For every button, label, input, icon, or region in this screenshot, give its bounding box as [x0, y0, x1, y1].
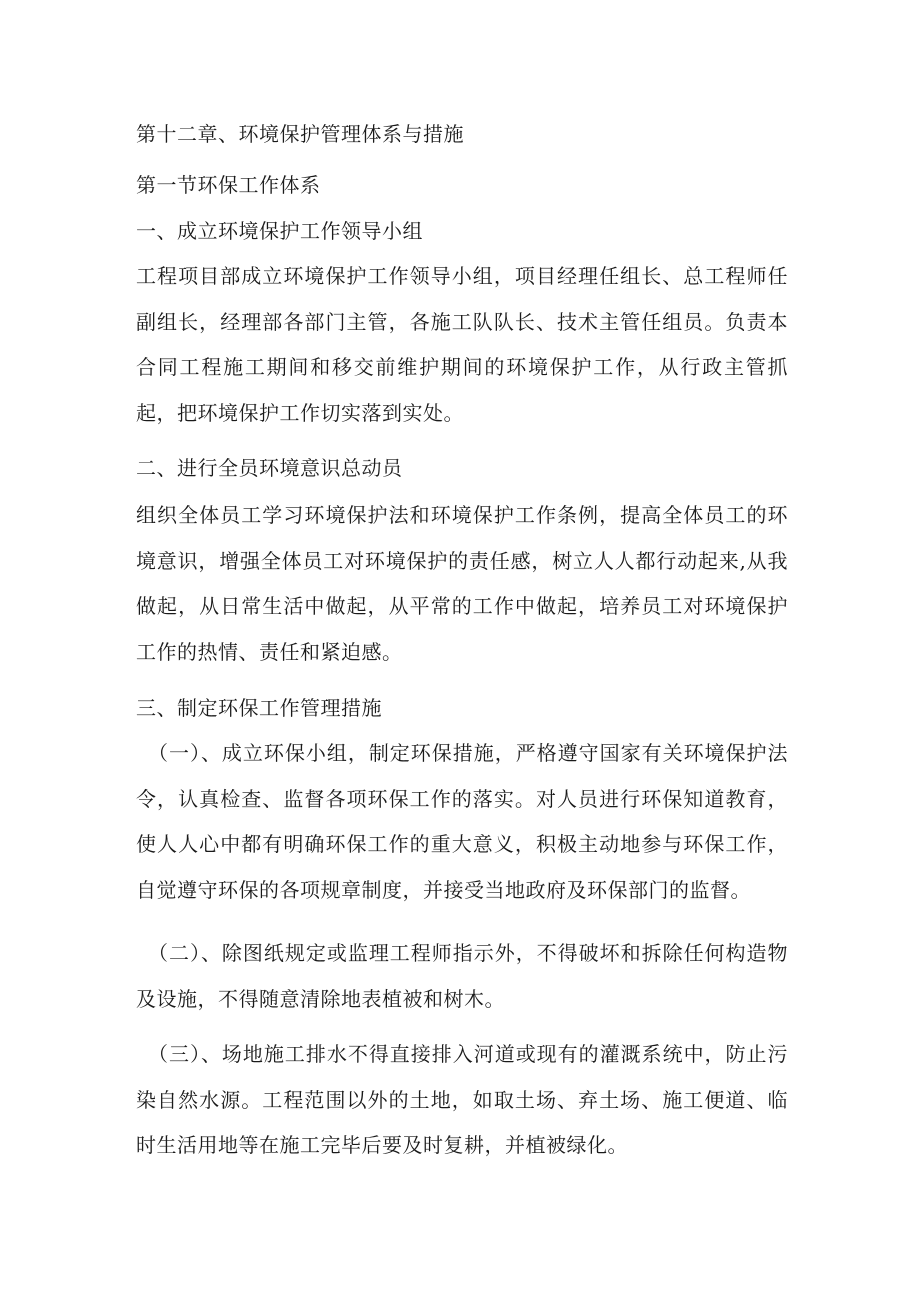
- paragraph-1: 工程项目部成立环境保护工作领导小组，项目经理任组长、总工程师任副组长，经理部各部门主管，各施工队队长、技术主管任组员。负责本合同工程施工期间和移交前维护期间的环境保护工作，从行政主管抓起，把环境保护工作切实落到实处。: [136, 264, 788, 425]
- list-item-2: （二）、除图纸规定或监理工程师指示外，不得破坏和拆除任何构造物及设施，不得随意清除地表植被和树木。: [136, 941, 788, 1011]
- chapter-title: 第十二章、环境保护管理体系与措施: [136, 122, 464, 146]
- heading-3: 三、制定环保工作管理措施: [136, 696, 382, 720]
- heading-1: 一、成立环境保护工作领导小组: [136, 219, 423, 243]
- list-item-1: （一）、成立环保小组，制定环保措施，严格遵守国家有关环境保护法令，认真检查、监督各项环保工作的落实。对人员进行环保知道教育，使人人心中都有明确环保工作的重大意义，积极主动地参与环保工作，自觉遵守环保的各项规章制度，并接受当地政府及环保部门的监督。: [136, 741, 788, 902]
- section-title: 第一节环保工作体系: [136, 173, 321, 197]
- list-item-3: （三）、场地施工排水不得直接排入河道或现有的灌溉系统中，防止污染自然水源。工程范围以外的土地，如取土场、弃土场、施工便道、临时生活用地等在施工完毕后要及时复耕，并植被绿化。: [136, 1042, 788, 1158]
- paragraph-2: 组织全体员工学习环境保护法和环境保护工作条例，提高全体员工的环境意识，增强全体员工对环境保护的责任感，树立人人都行动起来,从我做起，从日常生活中做起，从平常的工作中做起，培养员工对环境保护工作的热情、责任和紧迫感。: [136, 503, 788, 664]
- heading-2: 二、进行全员环境意识总动员: [136, 456, 403, 480]
